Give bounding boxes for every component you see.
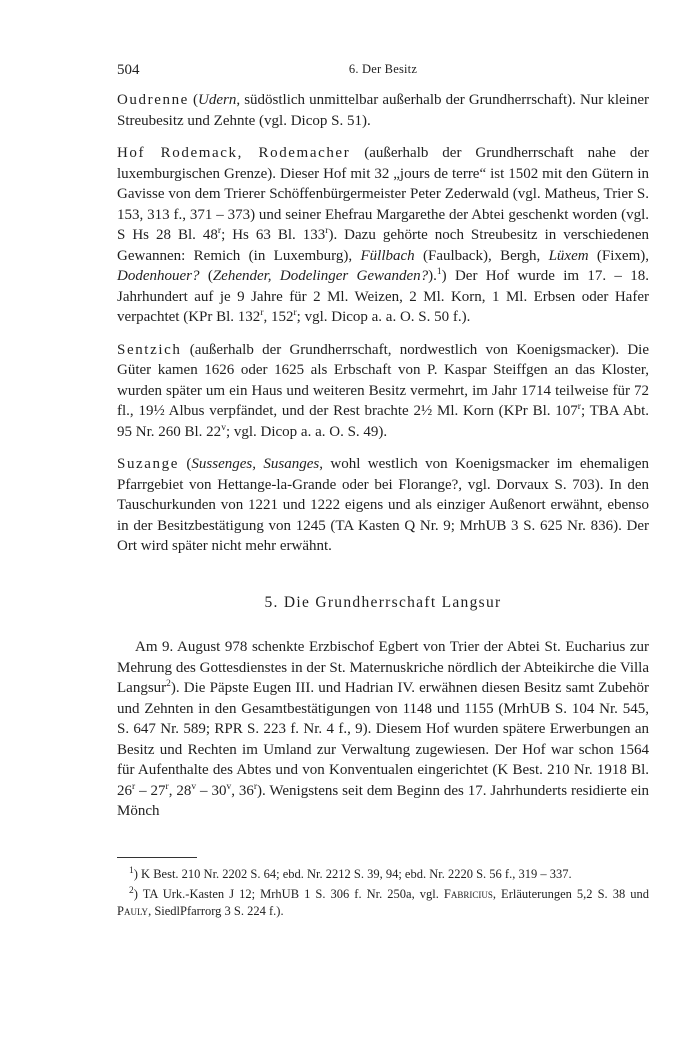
entry-name: Oudrenne <box>117 92 189 108</box>
page-number: 504 <box>117 62 140 78</box>
entry-sentzich: Sentzich (außerhalb der Grundherrschaft, nordwestlich von Koenigsmacker). Die Güter kamen 1626 oder 1625 als Erbschaft von P. Kaspar Steiffgen an das Kloster, wurden später um ein Haus und weiteren Besitz vermehrt, im Jahr 1714 teilweise für 72 fl., 19½ Albus verpfändet, und der Rest brachte 2½ Ml. Korn (KPr Bl. 107$^r$; TBA Abt. 95 Nr. 260 Bl. 22$^v$; vgl. Dicop a. a. O. S. 49). <box>117 341 649 440</box>
footnote-ref[interactable]: 1 <box>436 267 442 277</box>
footnotes <box>117 866 649 923</box>
section-heading: 5. Die Grundherrschaft Langsur <box>264 593 502 611</box>
entry-name: Suzange <box>117 456 180 472</box>
entry-rodemack: Hof Rodemack, Rodemacher (außerhalb der Grundherrschaft nahe der luxemburgischen Grenze). Dieser Hof mit 32 „jours de terre“ ist 1502 mit den Gütern in Gavisse von dem Trierer Schöffenbürgermeister Peter Zederwald (vgl. Matheus, Trier S. 153, 313 f., 371 – 373) und seiner Ehefrau Margarethe der Abtei geschenkt worden (vgl. S Hs 28 Bl. 48$^r$; Hs 63 Bl. 133$^r$). Dazu gehörte noch Streubesitz in verschiedenen Gewannen: Remich (in Luxemburg), Füllbach (Faulback), Bergh, Lüxem (Fixem), Dodenhouer? (Zehender, Dodelinger Gewanden?).$^1$) Der Hof wurde im 17. – 18. Jahrhundert auf je 9 Jahre für 2 Ml. Weizen, 2 Ml. Korn, 1 Ml. Erbsen oder Hafer verpachtet (KPr Bl. 132$^r$, 152$^r$; vgl. Dicop a. a. O. S. 50 f.). <box>117 145 650 325</box>
main-text <box>117 90 649 834</box>
footnote-1: $^1$) K Best. 210 Nr. 2202 S. 64; ebd. Nr. 2212 S. 39, 94; ebd. Nr. 2220 S. 56 f., 319 – 337. <box>129 865 572 881</box>
footnote-2: $^2$) TA Urk.-Kasten J 12; MrhUB 1 S. 306 f. Nr. 250a, vgl. Fabricius, Erläuterungen 5,2 S. 38 und Pauly, SiedlPfarrorg 3 S. 224 f.). <box>117 885 649 918</box>
footnote-divider <box>117 857 197 858</box>
entry-oudrenne: Oudrenne (Udern, südöstlich unmittelbar außerhalb der Grundherrschaft). Nur kleiner Streubesitz und Zehnte (vgl. Dicop S. 51). <box>117 92 650 129</box>
paragraph-langsur: Am 9. August 978 schenkte Erzbischof Egbert von Trier der Abtei St. Eucharius zur Mehrung des Gottesdienstes in der St. Maternuskriche nördlich der Abteikirche die Villa Langsur$^2$). Die Päpste Eugen III. und Hadrian IV. erwähnen diesen Besitz samt Zubehör und Zehnten in den Gesamtbestätigungen von 1148 und 1155 (MrhUB S. 104 Nr. 545, S. 647 Nr. 589; RPR S. 223 f. Nr. 4 f., 9). Diesem Hof wurden spätere Erwerbungen an Besitz und Rechten im Umland zur Verwaltung zugewiesen. Der Hof war schon 1564 für Aufenthalte des Abtes und von Konventualen eingerichtet (K Best. 210 Nr. 1918 Bl. 26$^r$ – 27$^r$, 28$^v$ – 30$^v$, 36$^r$). Wenigstens seit dem Beginn des 17. Jahrhunderts residierte ein Mönch <box>117 639 650 819</box>
entry-name: Hof Rodemack, Rodemacher <box>117 145 351 161</box>
footnote-ref[interactable]: 2 <box>166 679 171 689</box>
running-header <box>117 62 649 82</box>
entry-suzange: Suzange (Sussenges, Susanges, wohl westlich von Koenigsmacker im ehemaligen Pfarrgebiet von Hettange-la-Grande oder bei Florange?, vgl. Dorvaux S. 703). In den Tauschurkunden von 1221 und 1222 eigens und als einziger Außenort erwähnt, ebenso in der Besitzbestätigung von 1245 (TA Kasten Q Nr. 9; MrhUB 3 S. 625 Nr. 836). Der Ort wird später nicht mehr erwähnt. <box>117 456 649 554</box>
chapter-title: 6. Der Besitz <box>348 62 418 76</box>
entry-name: Sentzich <box>117 341 182 358</box>
